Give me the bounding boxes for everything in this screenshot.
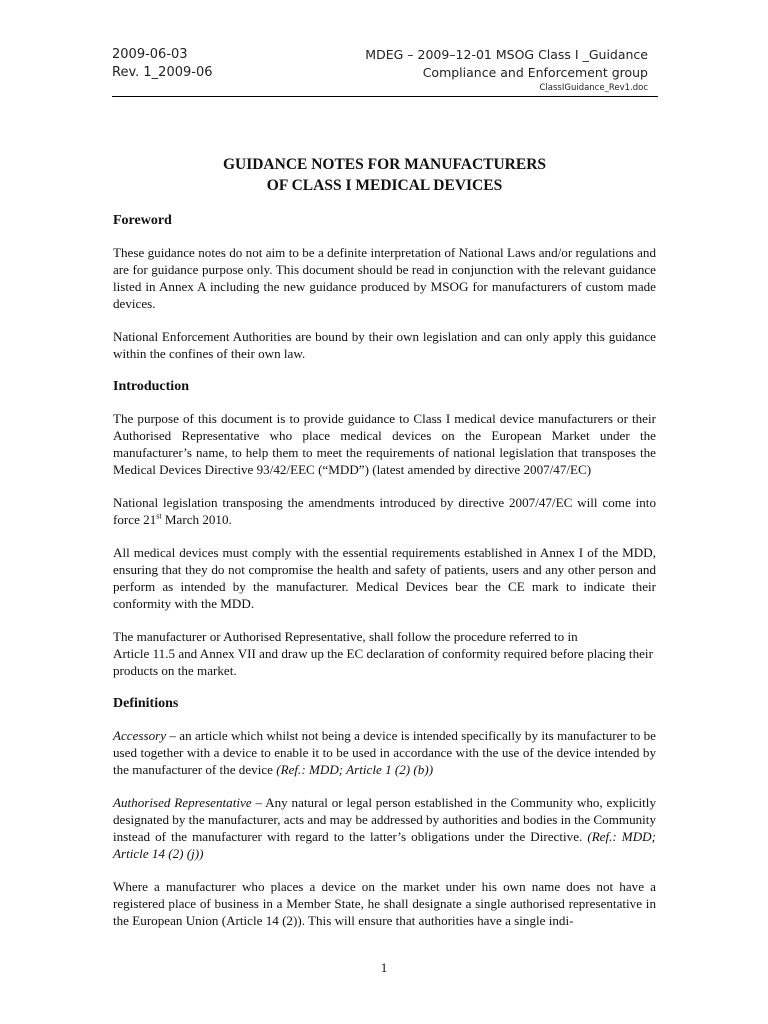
- foreword-heading: Foreword: [113, 213, 172, 228]
- header-left: [112, 46, 212, 82]
- header-doc-ref: MDEG – 2009–12-01 MSOG Class I _Guidance: [365, 47, 648, 62]
- intro-p2-text-end: March 2010.: [161, 512, 232, 527]
- term-accessory: Accessory: [113, 728, 167, 743]
- introduction-paragraph-2: [113, 494, 656, 528]
- accessory-definition-text: – an article which whilst not being a device is intended specifically by its manufacturer to be used together with a device to enable it to be used in accordance with the use of the device intended by the manufacturer of the device: [113, 728, 656, 777]
- foreword-paragraph-1: These guidance notes do not aim to be a definite interpretation of National Laws and/or regulations and are for guidance purpose only. This document should be read in conjunction with the relevant guidance listed in Annex A including the new guidance produced by MSOG for manufacturers of custom made devices.: [113, 245, 656, 311]
- header-group: Compliance and Enforcement group: [422, 65, 648, 80]
- header-right: [365, 46, 648, 94]
- title-line-1: GUIDANCE NOTES FOR MANUFACTURERS: [222, 156, 547, 173]
- introduction-paragraph-3: All medical devices must comply with the essential requirements established in Annex I of the MDD, ensuring that they do not compromise the health and safety of patients, users and any other person and perform as intended by the manufacturer. Medical Devices bear the CE mark to indicate their conformity with the MDD.: [113, 545, 656, 611]
- ordinal-suffix: st: [156, 511, 162, 521]
- introduction-heading: Introduction: [113, 379, 189, 394]
- page-number: 1: [380, 960, 388, 975]
- definition-authorised-representative: [113, 794, 656, 862]
- definition-accessory: [113, 727, 656, 778]
- header-date: 2009-06-03: [112, 47, 188, 62]
- ar-definition-text: – Any natural or legal person established in the Community who, explicitly designated by the manufacturer, acts and may be addressed by authorities and bodies in the Community instead of the manufacturer with regard to the latter’s obligations under the Directive.: [113, 795, 656, 844]
- intro-p4-line-1: The manufacturer or Authorised Representative, shall follow the procedure referred to in: [113, 629, 578, 644]
- ar-reference: (Ref.: MDD; Article 14 (2) (j)): [113, 829, 656, 861]
- intro-p2-text: National legislation transposing the amendments introduced by directive 2007/47/EC will come into force 21: [113, 495, 656, 527]
- introduction-paragraph-1: The purpose of this document is to provide guidance to Class I medical device manufacturers or their Authorised Representative who place medical devices on the European Market under the manufacturer’s name, to help them to meet the requirements of national legislation that transposes the Medical Devices Directive 93/42/EEC (“MDD”) (latest amended by directive 2007/47/EC): [113, 411, 656, 477]
- page-header: [112, 46, 658, 97]
- document-title: [113, 154, 656, 196]
- accessory-reference: (Ref.: MDD; Article 1 (2) (b)): [276, 762, 434, 777]
- foreword-paragraph-2: National Enforcement Authorities are bound by their own legislation and can only apply this guidance within the confines of their own law.: [113, 329, 656, 361]
- document-body: [113, 154, 656, 945]
- introduction-paragraph-4: [113, 628, 656, 679]
- title-line-2: OF CLASS I MEDICAL DEVICES: [266, 177, 503, 194]
- definitions-paragraph-3: Where a manufacturer who places a device on the market under his own name does not have a registered place of business in a Member State, he shall designate a single authorised representative in the European Union (Article 14 (2)). This will ensure that authorities have a single indi-: [113, 879, 656, 928]
- term-authorised-representative: Authorised Representative: [113, 795, 252, 810]
- header-filename: ClassIGuidance_Rev1.doc: [539, 83, 648, 93]
- intro-p4-rest: Article 11.5 and Annex VII and draw up the EC declaration of conformity required before placing their products on the market.: [113, 646, 653, 678]
- header-revision: Rev. 1_2009-06: [112, 65, 213, 80]
- definitions-heading: Definitions: [113, 696, 179, 711]
